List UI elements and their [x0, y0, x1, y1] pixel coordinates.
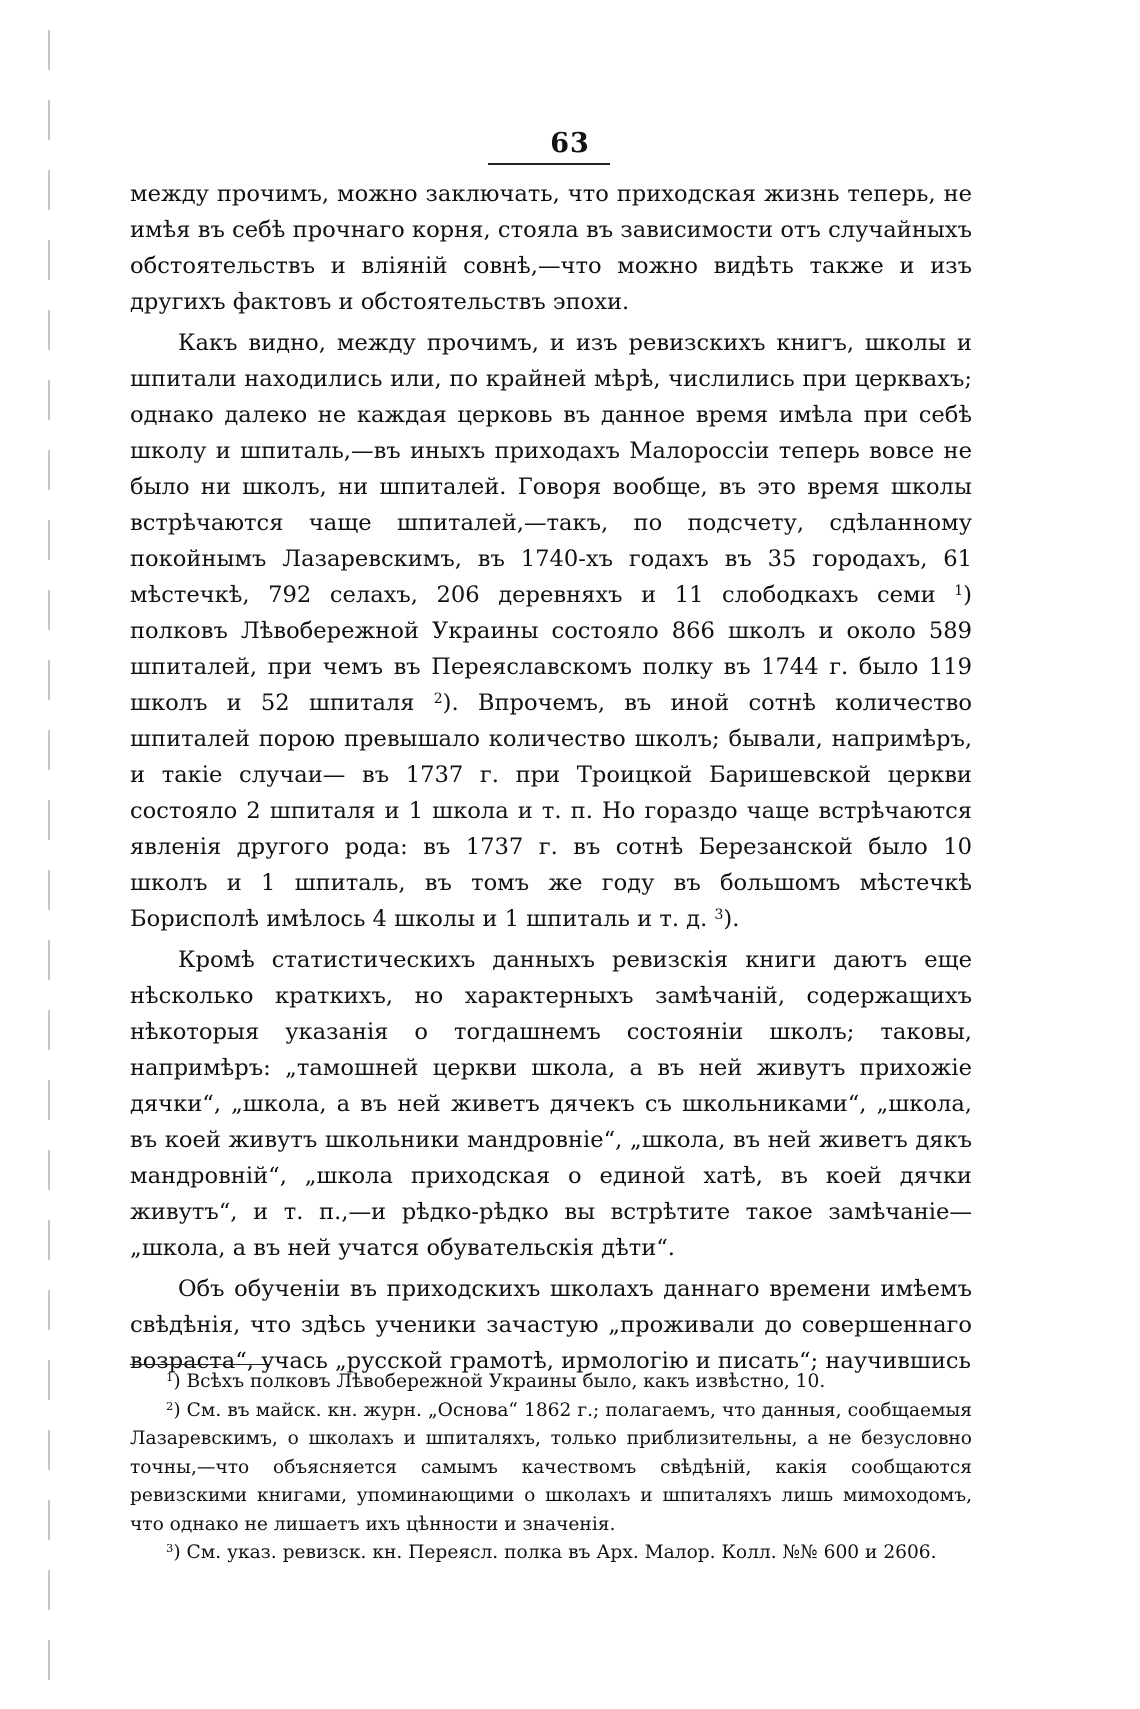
- footnote-mark-3: 3: [166, 1541, 174, 1556]
- footnote-1: $^1$) Всѣхъ полковъ Лѣвобережной Украины было, какъ извѣстно, 10.: [166, 1370, 826, 1392]
- paragraph-3: Кромѣ статистическихъ данныхъ ревизскія книги даютъ еще нѣсколько краткихъ, но характерныхъ замѣчаній, содержащихъ нѣкоторыя указанія о тогдашнемъ состояніи школъ; таковы, напримѣръ: „тамошней церкви школа, а въ ней живутъ прихожіе дячки“, „школа, а въ ней живетъ дячекъ съ школьниками“, „школа, въ коей живутъ школьники мандровніе“, „школа, въ ней живетъ дякъ мандровній“, „школа приходская о единой хатѣ, въ коей дячки живутъ“, и т. п.,—и рѣдко-рѣдко вы встрѣтите такое замѣчаніе—„школа, а въ ней учатся обувательскія дѣти“.: [130, 947, 972, 1261]
- page-number: 63: [550, 128, 590, 159]
- footnote-mark-1: 1: [166, 1370, 174, 1385]
- footnote-ref-1: 1: [954, 583, 964, 599]
- header-rule: [488, 163, 610, 165]
- footnote-2-text: См. въ майск. кн. журн. „Основа“ 1862 г.; полагаемъ, что данныя, сообщаемыя Лазаревскимъ, о школахъ и шпиталяхъ, только приблизительны, а не безусловно точны,—что объясняется самымъ качествомъ свѣдѣній, какія сообщаются ревизскими книгами, упоминающими о школахъ и шпиталяхъ лишь мимоходомъ, что однако не лишаетъ ихъ цѣнности и значенія.: [130, 1399, 972, 1535]
- footnote-3-text: См. указ. ревизск. кн. Перeясл. полка въ Арх. Малор. Колл. №№ 600 и 2606.: [186, 1542, 937, 1563]
- footnote-ref-3: 3: [714, 907, 724, 923]
- paragraph-2-part-3: ). Впрочемъ, въ иной сотнѣ количество шпиталей порою превышало количество школъ; бывали, напримѣръ, и такіе случаи— въ 1737 г. при Троицкой Баришевской церкви состояло 2 шпиталя и 1 школа и т. п. Но гораздо чаще встрѣчаются явленія другого рода: въ 1737 г. въ сотнѣ Березанской было 10 школъ и 1 шпиталь, въ томъ же году въ большомъ мѣстечкѣ Борисполѣ имѣлось 4 школы и 1 шпиталь и т. д.: [130, 690, 972, 932]
- paragraph-4: Объ обученіи въ приходскихъ школахъ даннаго времени имѣемъ свѣдѣнія, что здѣсь ученики зачастую „проживали до совершеннаго возраста“, учась „русской грамотѣ, ирмологію и писать“; научившись: [130, 1276, 972, 1374]
- paragraph-2: [130, 325, 972, 937]
- paragraph-2-part-2: ) полковъ Лѣвобережной Украины состояло 866 школъ и около 589 шпиталей, при чемъ въ Переяславскомъ полку въ 1744 г. было 119 школъ и 52 шпиталя: [130, 582, 972, 716]
- footnote-1-text: Всѣхъ полковъ Лѣвобережной Украины было, какъ извѣстно, 10.: [186, 1371, 826, 1392]
- body-text: [130, 176, 972, 1384]
- footnote-mark-2: 2: [166, 1398, 174, 1413]
- paragraph-2-part-1: Какъ видно, между прочимъ, и изъ ревизскихъ книгъ, школы и шпитали находились или, по крайней мѣрѣ, числились при церквахъ; однако далеко не каждая церковь въ данное время имѣла при себѣ школу и шпиталь,—въ иныхъ приходахъ Малороссіи теперь вовсе не было ни школъ, ни шпиталей. Говоря вообще, въ это время школы встрѣчаются чаще шпиталей,—такъ, по подсчету, сдѣланному покойнымъ Лазаревскимъ, въ 1740-хъ годахъ въ 35 городахъ, 61 мѣстечкѣ, 792 селахъ, 206 деревняхъ и 11 слободкахъ семи: [130, 330, 972, 608]
- footnote-ref-2: 2: [433, 691, 443, 707]
- footnote-2: $^2$) См. въ майск. кн. журн. „Основа“ 1862 г.; полагаемъ, что данныя, сообщаемыя Лазаревскимъ, о школахъ и шпиталяхъ, только приблизительны, а не безусловно точны,—что объясняется самымъ качествомъ свѣдѣній, какія сообщаются ревизскими книгами, упоминающими о школахъ и шпиталяхъ лишь мимоходомъ, что однако не лишаетъ ихъ цѣнности и значенія.: [130, 1398, 972, 1535]
- paragraph-2-part-4: ).: [723, 906, 740, 932]
- footnote-3: $^3$) См. указ. ревизск. кн. Перeясл. полка въ Арх. Малор. Колл. №№ 600 и 2606.: [166, 1541, 937, 1563]
- paragraph-1: между прочимъ, можно заключать, что приходская жизнь теперь, не имѣя въ себѣ прочнаго корня, стояла въ зависимости отъ случайныхъ обстоятельствъ и вліяній совнѣ,—что можно видѣть также и изъ другихъ фактовъ и обстоятельствъ эпохи.: [130, 181, 972, 315]
- footnote-rule: [130, 1364, 270, 1365]
- binding-edge: [48, 30, 50, 1680]
- footnotes: [130, 1368, 972, 1568]
